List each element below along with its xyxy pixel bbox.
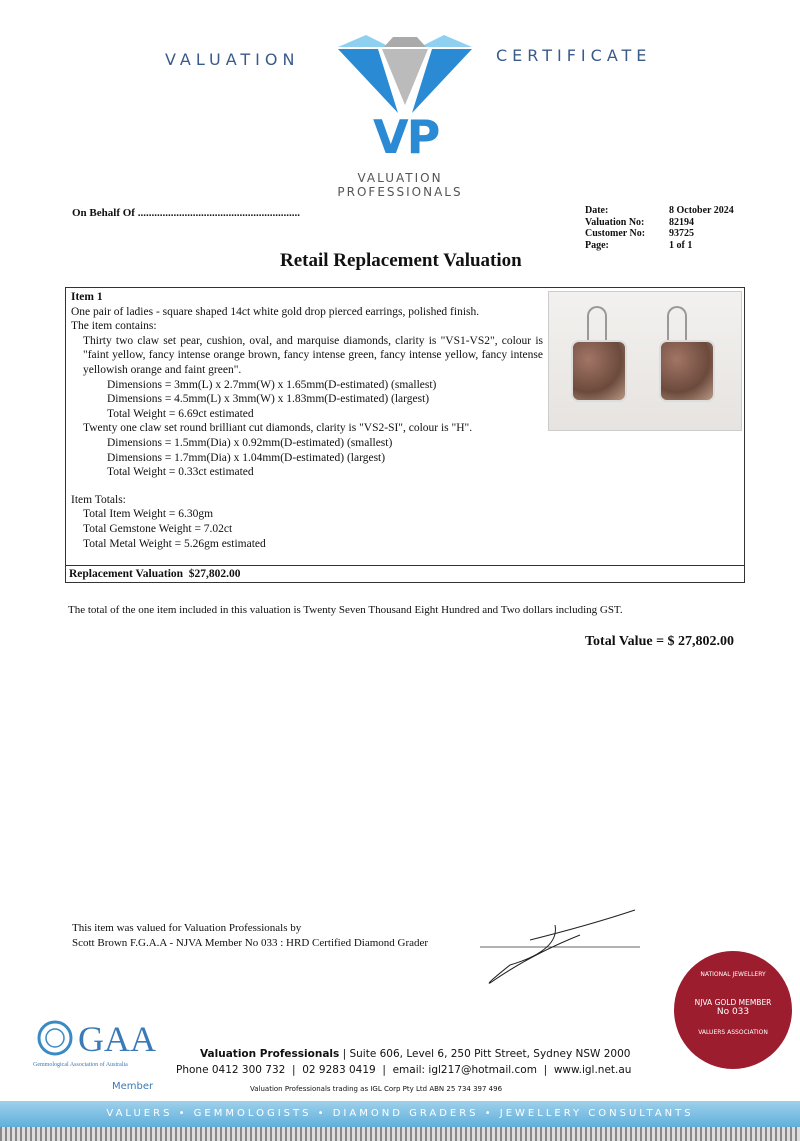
njva-seal <box>678 955 788 1065</box>
logo-sub-professionals: PROFESSIONALS <box>337 185 463 199</box>
gaa-logo: GAA <box>78 1019 156 1059</box>
footer-address-text: | Suite 606, Level 6, 250 Pitt Street, Sydney NSW 2000 <box>339 1048 631 1060</box>
footer-trading: Valuation Professionals trading as IGL Corp Pty Ltd ABN 25 734 397 496 <box>250 1085 503 1093</box>
footer-band: VALUERS • GEMMOLOGISTS • DIAMOND GRADERS • JEWELLERY CONSULTANTS <box>0 1101 800 1127</box>
signature <box>470 905 650 990</box>
footer-contact: Phone 0412 300 732 | 02 9283 0419 | email: igl217@hotmail.com | www.igl.net.au <box>176 1064 632 1076</box>
meta-label: Date: <box>585 205 609 216</box>
earrings-photo <box>548 291 742 431</box>
footer-address <box>200 1048 630 1060</box>
replacement-valuation <box>69 568 241 580</box>
header-valuation-word: VALUATION <box>165 50 300 69</box>
item-description: One pair of ladies - square shaped 14ct white gold drop pierced earrings, polished finish. <box>71 305 480 318</box>
gaa-member: Member <box>112 1081 154 1092</box>
meta-value: 1 of 1 <box>669 239 693 251</box>
stone2-description: Twenty one claw set round brilliant cut diamonds, clarity is "VS2-SI", colour is "H". <box>83 422 473 435</box>
logo-sub-valuation: VALUATION <box>357 171 443 185</box>
stone1-description: Thirty two claw set pear, cushion, oval, and marquise diamonds, clarity is "VS1-VS2", colour is "faint yellow, fancy intense orange brown, fancy intense green, fancy intense yellow, fancy intense yellowish orange and faint green". <box>83 334 543 376</box>
logo-initials: VP <box>373 110 439 164</box>
page-title: Retail Replacement Valuation <box>280 250 522 271</box>
stone1-dim: Dimensions = 4.5mm(L) x 3mm(W) x 1.83mm(D-estimated) (largest) <box>107 393 430 406</box>
stone1-dim: Dimensions = 3mm(L) x 2.7mm(W) x 1.65mm(D-estimated) (smallest) <box>107 378 437 391</box>
footer-company: Valuation Professionals <box>200 1048 340 1060</box>
meta-label: Customer No: <box>585 228 646 239</box>
meta-block <box>585 205 734 251</box>
summary-text: The total of the one item included in this valuation is Twenty Seven Thousand Eight Hundred and Two dollars including GST. <box>68 604 623 616</box>
meta-value: 93725 <box>669 228 694 239</box>
gaa-emblem-icon <box>37 1020 73 1056</box>
gaa-subtitle: Gemmological Association of Australia <box>33 1062 128 1068</box>
stone2-dim: Dimensions = 1.7mm(Dia) x 1.04mm(D-estimated) (largest) <box>107 451 386 464</box>
valuer-line1: This item was valued for Valuation Professionals by <box>72 922 302 934</box>
total-line: Total Item Weight = 6.30gm <box>83 508 214 521</box>
valuer-line2: Scott Brown F.G.A.A - NJVA Member No 033 : HRD Certified Diamond Grader <box>72 937 429 949</box>
total-line: Total Gemstone Weight = 7.02ct <box>83 522 233 535</box>
meta-value: 8 October 2024 <box>669 205 734 216</box>
item-contains: The item contains: <box>71 320 157 333</box>
replacement-label: Replacement Valuation <box>69 568 184 580</box>
total-value: Total Value = $ 27,802.00 <box>585 634 735 649</box>
total-line: Total Metal Weight = 5.26gm estimated <box>83 537 266 550</box>
on-behalf-of: On Behalf Of ........................................................... <box>72 207 300 219</box>
seal-top: NATIONAL JEWELLERY <box>700 971 766 978</box>
seal-number: No 033 <box>716 1007 750 1017</box>
diamond-logo-icon <box>338 35 472 115</box>
scan-strip <box>0 1127 800 1141</box>
meta-value: 82194 <box>669 216 694 228</box>
seal-mid: NJVA GOLD MEMBER <box>694 998 772 1007</box>
totals-heading: Item Totals: <box>71 493 126 506</box>
meta-label: Page: <box>585 239 609 251</box>
stone2-dim: Dimensions = 1.5mm(Dia) x 0.92mm(D-estimated) (smallest) <box>107 436 393 449</box>
seal-bottom: VALUERS ASSOCIATION <box>698 1029 768 1036</box>
stone2-weight: Total Weight = 0.33ct estimated <box>107 466 254 479</box>
stone1-weight: Total Weight = 6.69ct estimated <box>107 407 254 420</box>
item-heading: Item 1 <box>71 291 103 303</box>
meta-label: Valuation No: <box>585 216 645 228</box>
replacement-value: $27,802.00 <box>188 568 241 580</box>
header-certificate-word: CERTIFICATE <box>496 46 652 65</box>
